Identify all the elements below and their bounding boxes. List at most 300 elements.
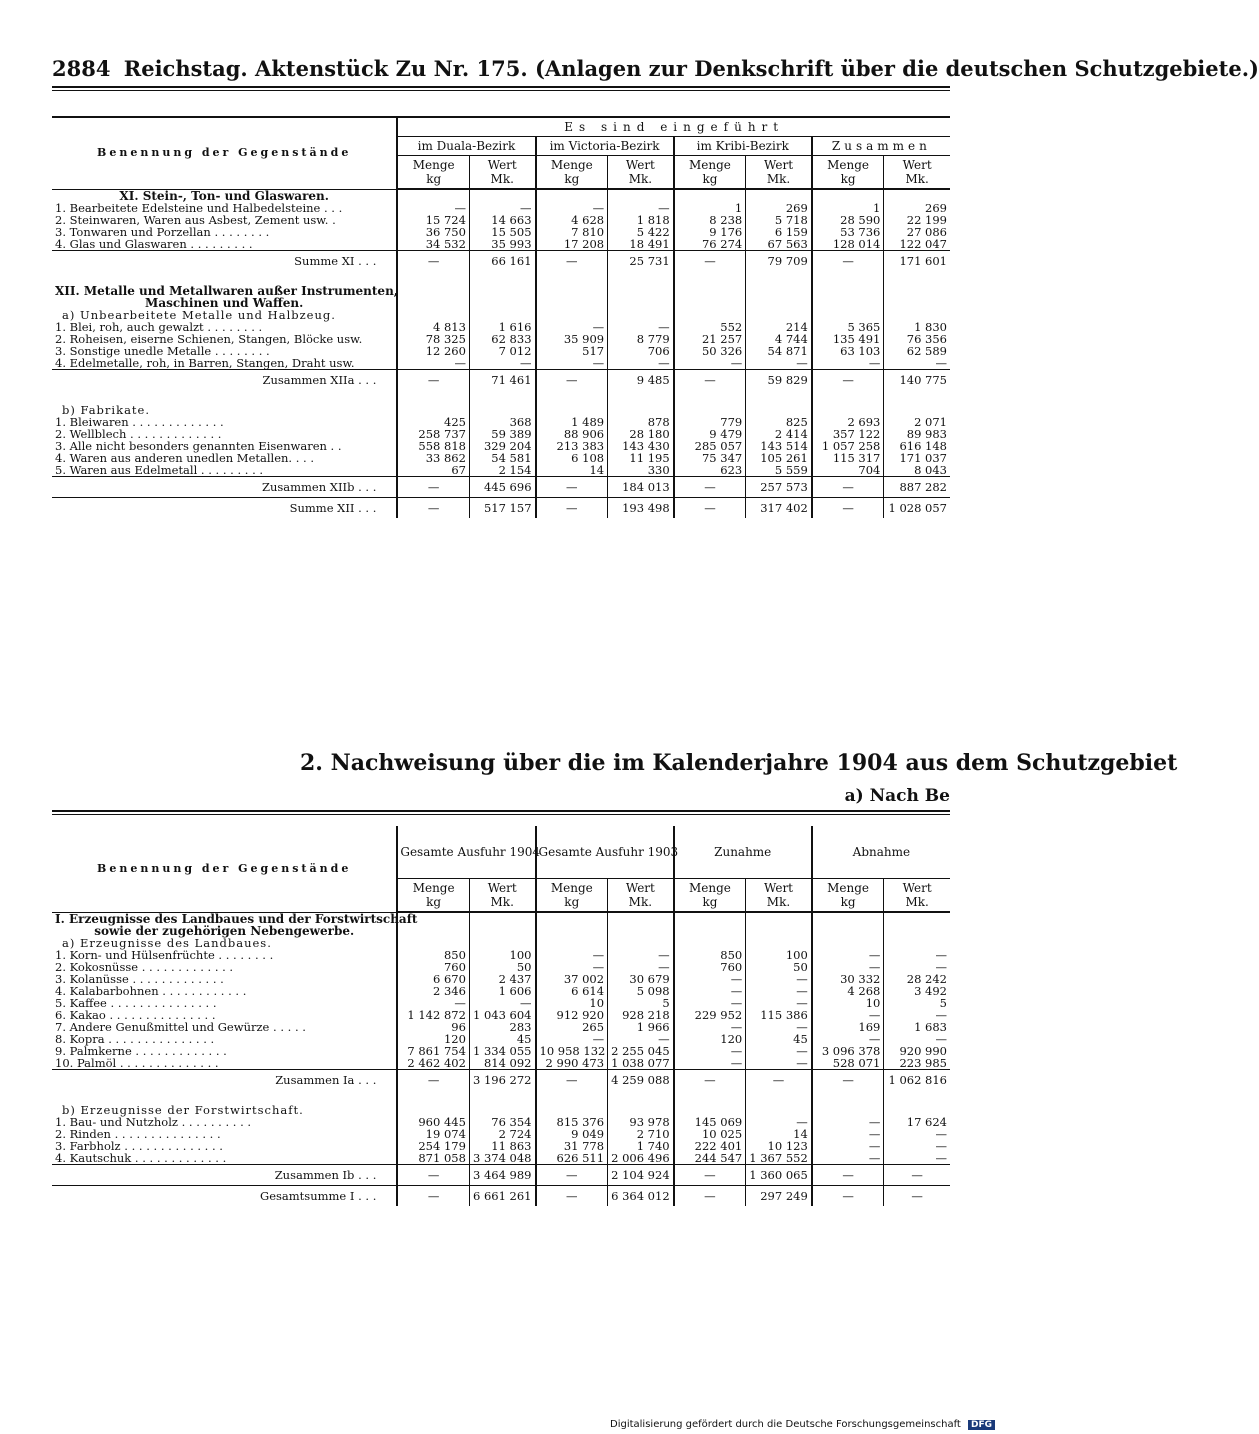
wert-cell: 76 356 <box>884 333 950 345</box>
wert-cell: 706 <box>608 345 674 357</box>
menge-kg-header <box>812 156 884 190</box>
district-header: im Duala-Bezirk <box>397 137 535 156</box>
menge-cell: — <box>812 1152 884 1165</box>
table-row <box>52 1152 950 1165</box>
item-label: 1. Korn- und Hülsenfrüchte . . . . . . . . <box>55 947 274 962</box>
district-header: im Kribi-Bezirk <box>674 137 812 156</box>
wert-cell: 214 <box>746 321 812 333</box>
spacer-cell <box>52 271 397 285</box>
menge-cell: 37 002 <box>536 973 608 985</box>
menge-cell: — <box>397 1164 469 1185</box>
table1-label-header: Benennung der Gegenstände <box>52 117 397 189</box>
wert-cell: 1 818 <box>608 214 674 226</box>
menge-cell <box>536 937 608 949</box>
item-label: 3. Kolanüsse . . . . . . . . . . . . . <box>55 971 224 986</box>
mk-unit: Mk. <box>628 172 653 186</box>
menge-label: Menge <box>550 158 593 172</box>
mk-unit: Mk. <box>490 895 514 909</box>
menge-cell: 850 <box>674 949 746 961</box>
menge-cell: 30 332 <box>812 973 884 985</box>
table-row <box>52 1116 950 1128</box>
section-heading-row <box>52 189 950 202</box>
sum-row <box>52 1069 950 1090</box>
menge-cell <box>536 297 608 309</box>
wert-cell: 269 <box>884 202 950 214</box>
item-label: 2. Steinwaren, Waren aus Asbest, Zement usw. . <box>55 212 336 227</box>
wert-mk-header <box>746 156 812 190</box>
wert-cell: 62 589 <box>884 345 950 357</box>
subsection-heading: a) Unbearbeitete Metalle und Halbzeug. <box>62 307 336 322</box>
wert-cell <box>746 937 812 949</box>
wert-cell <box>884 912 950 925</box>
item-label: 1. Bau- und Nutzholz . . . . . . . . . . <box>55 1114 252 1129</box>
wert-cell: 928 218 <box>608 1009 674 1021</box>
menge-cell <box>536 189 608 202</box>
wert-cell: — <box>746 1116 812 1128</box>
menge-cell <box>397 189 469 202</box>
menge-cell: 229 952 <box>674 1009 746 1021</box>
item-label: 3. Tonwaren und Porzellan . . . . . . . . <box>55 224 270 239</box>
menge-cell <box>397 404 469 416</box>
menge-cell: — <box>812 1009 884 1021</box>
menge-cell: 19 074 <box>397 1128 469 1140</box>
wert-cell: 18 491 <box>608 238 674 251</box>
wert-cell: — <box>746 973 812 985</box>
wert-cell <box>608 404 674 416</box>
menge-cell: 623 <box>674 464 746 477</box>
menge-cell: 912 920 <box>536 1009 608 1021</box>
wert-cell: — <box>884 949 950 961</box>
menge-cell: 53 736 <box>812 226 884 238</box>
wert-cell: 920 990 <box>884 1045 950 1057</box>
menge-cell <box>674 271 746 285</box>
menge-cell: 88 906 <box>536 428 608 440</box>
item-label: 1. Bearbeitete Edelsteine und Halbedelsteine . . . <box>55 200 343 215</box>
wert-cell: 6 159 <box>746 226 812 238</box>
section-heading-row <box>52 297 950 309</box>
item-label: 9. Palmkerne . . . . . . . . . . . . . <box>55 1043 227 1058</box>
wert-cell <box>469 912 535 925</box>
menge-cell: 552 <box>674 321 746 333</box>
wert-cell: 1 606 <box>469 985 535 997</box>
section-heading: XI. Stein-, Ton- und Glaswaren. <box>119 188 329 203</box>
menge-cell <box>536 404 608 416</box>
kg-unit: kg <box>564 172 580 186</box>
menge-cell: 760 <box>674 961 746 973</box>
wert-cell <box>746 925 812 937</box>
wert-cell: — <box>608 961 674 973</box>
wert-cell: 45 <box>746 1033 812 1045</box>
wert-cell <box>746 271 812 285</box>
sum-label: Summe XII . . . <box>52 497 397 518</box>
wert-cell: 1 062 816 <box>884 1069 950 1090</box>
mk-unit: Mk. <box>628 895 653 909</box>
wert-cell: 1 043 604 <box>469 1009 535 1021</box>
menge-cell <box>536 390 608 404</box>
sum-row <box>52 497 950 518</box>
menge-cell: — <box>674 476 746 497</box>
menge-cell: 960 445 <box>397 1116 469 1128</box>
menge-cell: — <box>397 357 469 370</box>
menge-cell <box>812 1104 884 1116</box>
menge-label: Menge <box>412 881 455 895</box>
wert-cell: 93 978 <box>608 1116 674 1128</box>
wert-cell <box>746 404 812 416</box>
menge-cell: 96 <box>397 1021 469 1033</box>
menge-cell: 9 049 <box>536 1128 608 1140</box>
menge-cell: — <box>674 985 746 997</box>
menge-cell: — <box>397 1185 469 1206</box>
item-label: 3. Sonstige unedle Metalle . . . . . . . . <box>55 343 270 358</box>
menge-cell: — <box>536 357 608 370</box>
wert-mk-header <box>884 156 950 190</box>
mk-unit: Mk. <box>490 172 514 186</box>
item-label: 5. Waren aus Edelmetall . . . . . . . . . <box>55 462 264 477</box>
table-row <box>52 440 950 452</box>
wert-cell: 269 <box>746 202 812 214</box>
wert-cell: 27 086 <box>884 226 950 238</box>
menge-cell: 135 491 <box>812 333 884 345</box>
menge-cell: 50 326 <box>674 345 746 357</box>
menge-cell: 815 376 <box>536 1116 608 1128</box>
wert-cell: 297 249 <box>746 1185 812 1206</box>
sum-label: Gesamtsumme I . . . <box>52 1185 397 1206</box>
wert-cell <box>746 285 812 297</box>
wert-cell: 329 204 <box>469 440 535 452</box>
wert-cell: 89 983 <box>884 428 950 440</box>
wert-label: Wert <box>902 881 932 895</box>
menge-cell: 67 <box>397 464 469 477</box>
wert-cell <box>746 1104 812 1116</box>
wert-cell: 2 414 <box>746 428 812 440</box>
menge-cell: — <box>674 1057 746 1070</box>
menge-cell: — <box>397 1069 469 1090</box>
menge-cell: — <box>536 1033 608 1045</box>
wert-cell: 3 492 <box>884 985 950 997</box>
wert-cell: 25 731 <box>608 250 674 271</box>
item-label: 4. Glas und Glaswaren . . . . . . . . . <box>55 236 253 251</box>
wert-cell <box>608 912 674 925</box>
menge-cell: — <box>674 1021 746 1033</box>
menge-cell: 850 <box>397 949 469 961</box>
menge-cell: 265 <box>536 1021 608 1033</box>
menge-cell: — <box>397 476 469 497</box>
menge-cell: 76 274 <box>674 238 746 251</box>
menge-cell: 35 909 <box>536 333 608 345</box>
wert-cell: 54 871 <box>746 345 812 357</box>
menge-cell: 528 071 <box>812 1057 884 1070</box>
menge-cell <box>812 937 884 949</box>
menge-cell <box>674 912 746 925</box>
wert-cell <box>884 925 950 937</box>
dfg-logo: DFG <box>968 1420 995 1430</box>
wert-cell: 2 437 <box>469 973 535 985</box>
kg-unit: kg <box>840 172 856 186</box>
wert-cell <box>746 297 812 309</box>
menge-cell: 12 260 <box>397 345 469 357</box>
wert-cell: 171 601 <box>884 250 950 271</box>
mk-unit: Mk. <box>766 172 791 186</box>
menge-kg-header <box>536 156 608 190</box>
wert-cell: 45 <box>469 1033 535 1045</box>
menge-cell: — <box>674 1164 746 1185</box>
wert-cell: 1 028 057 <box>884 497 950 518</box>
wert-cell <box>884 271 950 285</box>
kg-unit: kg <box>702 895 718 909</box>
table-row <box>52 202 950 214</box>
group-header: Abnahme <box>812 826 950 879</box>
item-label: 6. Kakao . . . . . . . . . . . . . . . <box>55 1007 216 1022</box>
menge-cell: 9 176 <box>674 226 746 238</box>
wert-cell: — <box>608 202 674 214</box>
menge-cell <box>674 925 746 937</box>
kg-unit: kg <box>702 172 718 186</box>
menge-cell: 626 511 <box>536 1152 608 1165</box>
menge-cell: — <box>536 949 608 961</box>
menge-cell: — <box>536 369 608 390</box>
menge-cell: — <box>397 369 469 390</box>
menge-cell <box>397 309 469 321</box>
wert-cell: 100 <box>746 949 812 961</box>
section-heading: sowie der zugehörigen Nebengewerbe. <box>94 923 355 938</box>
wert-cell <box>884 1090 950 1104</box>
table-row <box>52 345 950 357</box>
menge-cell <box>536 271 608 285</box>
wert-cell: 122 047 <box>884 238 950 251</box>
menge-kg-header <box>397 156 469 190</box>
menge-cell: — <box>674 973 746 985</box>
item-label: 1. Bleiwaren . . . . . . . . . . . . . <box>55 414 224 429</box>
wert-cell: 223 985 <box>884 1057 950 1070</box>
wert-cell: 814 092 <box>469 1057 535 1070</box>
menge-cell: 254 179 <box>397 1140 469 1152</box>
wert-cell: 62 833 <box>469 333 535 345</box>
menge-cell <box>397 937 469 949</box>
menge-cell <box>536 912 608 925</box>
menge-cell: 6 108 <box>536 452 608 464</box>
menge-cell: 120 <box>397 1033 469 1045</box>
wert-cell: 368 <box>469 416 535 428</box>
wert-cell: 2 724 <box>469 1128 535 1140</box>
wert-cell: 5 718 <box>746 214 812 226</box>
wert-cell: 143 514 <box>746 440 812 452</box>
wert-cell <box>469 404 535 416</box>
wert-cell: 28 180 <box>608 428 674 440</box>
table-row <box>52 997 950 1009</box>
menge-label: Menge <box>827 881 870 895</box>
wert-cell: 7 012 <box>469 345 535 357</box>
wert-cell: — <box>884 1164 950 1185</box>
table-row <box>52 238 950 251</box>
wert-cell: 14 <box>746 1128 812 1140</box>
menge-cell: 169 <box>812 1021 884 1033</box>
menge-cell: 1 <box>812 202 884 214</box>
menge-cell: 15 724 <box>397 214 469 226</box>
wert-cell: 28 242 <box>884 973 950 985</box>
wert-label: Wert <box>625 158 655 172</box>
kg-unit: kg <box>840 895 856 909</box>
item-label: 2. Wellblech . . . . . . . . . . . . . <box>55 426 222 441</box>
table-row <box>52 428 950 440</box>
item-label: 4. Edelmetalle, roh, in Barren, Stangen, Draht usw. <box>55 355 355 370</box>
wert-cell: 50 <box>746 961 812 973</box>
menge-cell: — <box>812 1140 884 1152</box>
wert-cell: — <box>608 321 674 333</box>
menge-cell: 9 479 <box>674 428 746 440</box>
wert-cell: 5 <box>884 997 950 1009</box>
menge-cell: 36 750 <box>397 226 469 238</box>
table-row <box>52 949 950 961</box>
wert-cell: 30 679 <box>608 973 674 985</box>
table-row <box>52 1045 950 1057</box>
item-label: 3. Farbholz . . . . . . . . . . . . . . <box>55 1138 223 1153</box>
menge-cell: 4 813 <box>397 321 469 333</box>
wert-cell: 67 563 <box>746 238 812 251</box>
menge-cell: — <box>812 1128 884 1140</box>
table-row <box>52 1033 950 1045</box>
wert-cell <box>884 309 950 321</box>
sum-row <box>52 1185 950 1206</box>
wert-cell <box>469 297 535 309</box>
menge-cell: — <box>397 997 469 1009</box>
wert-cell: — <box>469 357 535 370</box>
wert-cell: 71 461 <box>469 369 535 390</box>
menge-cell: 31 778 <box>536 1140 608 1152</box>
wert-cell: — <box>884 961 950 973</box>
wert-cell: 6 661 261 <box>469 1185 535 1206</box>
menge-cell: 244 547 <box>674 1152 746 1165</box>
wert-cell: 1 683 <box>884 1021 950 1033</box>
menge-cell <box>674 404 746 416</box>
wert-cell: — <box>884 1140 950 1152</box>
item-label: 4. Waren aus anderen unedlen Metallen. . . . <box>55 450 315 465</box>
wert-cell <box>884 297 950 309</box>
menge-cell: 34 532 <box>397 238 469 251</box>
menge-cell: — <box>812 949 884 961</box>
menge-kg-header <box>674 879 746 913</box>
menge-cell: 8 238 <box>674 214 746 226</box>
table-row <box>52 214 950 226</box>
menge-cell: — <box>536 1069 608 1090</box>
wert-cell: 3 196 272 <box>469 1069 535 1090</box>
section-heading-row <box>52 285 950 297</box>
menge-cell: 2 990 473 <box>536 1057 608 1070</box>
item-label: 1. Blei, roh, auch gewalzt . . . . . . . . <box>55 319 263 334</box>
menge-cell <box>812 1090 884 1104</box>
menge-cell: — <box>812 961 884 973</box>
wert-label: Wert <box>763 881 793 895</box>
menge-cell: 2 346 <box>397 985 469 997</box>
wert-cell <box>746 390 812 404</box>
wert-cell: 5 <box>608 997 674 1009</box>
menge-cell: 14 <box>536 464 608 477</box>
wert-cell <box>884 390 950 404</box>
menge-cell: — <box>397 497 469 518</box>
wert-cell: — <box>746 1021 812 1033</box>
wert-cell <box>608 1104 674 1116</box>
import-table <box>52 116 950 518</box>
wert-cell: — <box>608 949 674 961</box>
menge-cell: 517 <box>536 345 608 357</box>
wert-cell: 1 616 <box>469 321 535 333</box>
spacer-cell <box>52 1090 397 1104</box>
menge-cell: 4 268 <box>812 985 884 997</box>
menge-cell: — <box>397 250 469 271</box>
wert-cell: 76 354 <box>469 1116 535 1128</box>
menge-cell: 7 861 754 <box>397 1045 469 1057</box>
item-label: 5. Kaffee . . . . . . . . . . . . . . . <box>55 995 217 1010</box>
wert-cell: 66 161 <box>469 250 535 271</box>
wert-cell: — <box>746 1069 812 1090</box>
menge-cell: 21 257 <box>674 333 746 345</box>
mk-unit: Mk. <box>905 172 929 186</box>
wert-mk-header <box>469 879 535 913</box>
menge-cell <box>397 271 469 285</box>
table-row <box>52 357 950 370</box>
wert-cell: — <box>469 202 535 214</box>
menge-cell: 10 <box>812 997 884 1009</box>
wert-cell <box>884 404 950 416</box>
menge-cell <box>397 390 469 404</box>
wert-cell: 330 <box>608 464 674 477</box>
spacer-row <box>52 271 950 285</box>
sum-row <box>52 369 950 390</box>
wert-cell: 825 <box>746 416 812 428</box>
item-label: 10. Palmöl . . . . . . . . . . . . . . <box>55 1055 219 1070</box>
wert-cell: 2 710 <box>608 1128 674 1140</box>
wert-cell: 5 422 <box>608 226 674 238</box>
wert-cell: — <box>884 1033 950 1045</box>
wert-cell: 3 464 989 <box>469 1164 535 1185</box>
header-rule <box>52 86 950 88</box>
menge-cell: 2 693 <box>812 416 884 428</box>
wert-cell <box>608 925 674 937</box>
wert-cell <box>469 925 535 937</box>
wert-cell: 11 195 <box>608 452 674 464</box>
wert-cell: 1 966 <box>608 1021 674 1033</box>
menge-cell: 6 614 <box>536 985 608 997</box>
wert-cell <box>608 1090 674 1104</box>
subsection-heading: b) Erzeugnisse der Forstwirtschaft. <box>62 1102 304 1117</box>
menge-cell <box>536 285 608 297</box>
wert-cell <box>608 285 674 297</box>
wert-cell: 2 006 496 <box>608 1152 674 1165</box>
wert-cell: 445 696 <box>469 476 535 497</box>
footer <box>610 1419 995 1430</box>
wert-cell: 54 581 <box>469 452 535 464</box>
wert-cell <box>884 189 950 202</box>
item-label: 3. Alle nicht besonders genannten Eisenwaren . . <box>55 438 342 453</box>
wert-cell: — <box>746 985 812 997</box>
section-heading: Maschinen und Waffen. <box>145 295 304 310</box>
table-row <box>52 452 950 464</box>
menge-cell: — <box>812 369 884 390</box>
table-row <box>52 1021 950 1033</box>
menge-cell: — <box>812 1069 884 1090</box>
menge-cell: 10 <box>536 997 608 1009</box>
sum-row <box>52 1164 950 1185</box>
menge-cell: 7 810 <box>536 226 608 238</box>
menge-cell <box>812 309 884 321</box>
menge-cell: 63 103 <box>812 345 884 357</box>
menge-cell: 75 347 <box>674 452 746 464</box>
wert-cell: 100 <box>469 949 535 961</box>
menge-cell: 5 365 <box>812 321 884 333</box>
menge-cell: 145 069 <box>674 1116 746 1128</box>
wert-cell: — <box>884 1128 950 1140</box>
item-label: 2. Roheisen, eiserne Schienen, Stangen, Blöcke usw. <box>55 331 363 346</box>
wert-cell: 283 <box>469 1021 535 1033</box>
